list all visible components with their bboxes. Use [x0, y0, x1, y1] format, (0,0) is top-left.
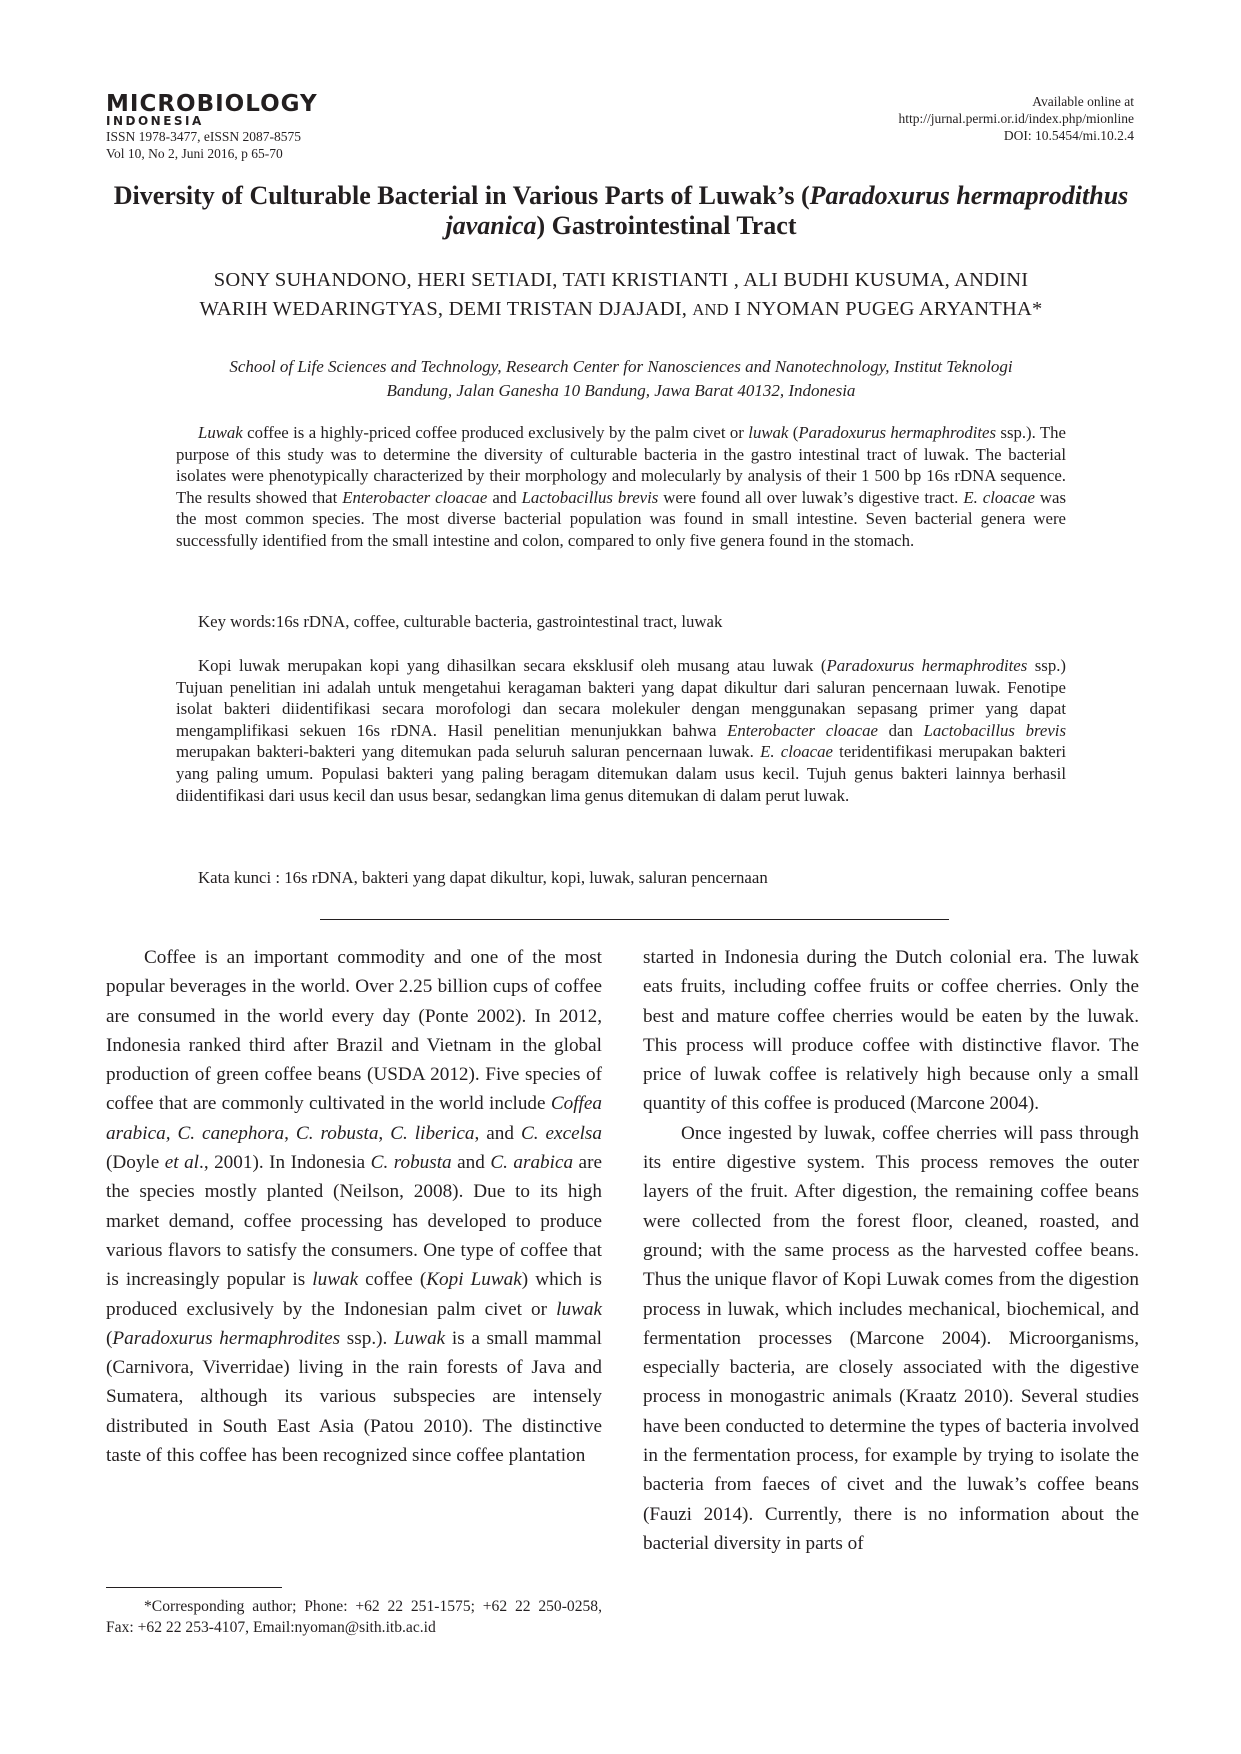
italic-run: C. robusta [370, 1152, 452, 1174]
text-run: ., 2001). In Indonesia [199, 1152, 371, 1174]
text-run: ) which is produced exclusively by the Indonesian palm civet or [106, 1269, 602, 1320]
online-info [899, 93, 1134, 144]
abstract-english [176, 422, 1066, 552]
available-online-label: Available online at [1032, 94, 1134, 109]
volume-info: Vol 10, No 2, Juni 2016, p 65-70 [106, 146, 283, 161]
title-part-2: ) Gastrointestinal Tract [536, 211, 797, 240]
abstract-indonesian-text [176, 655, 1066, 806]
text-run: ssp.). [340, 1327, 394, 1349]
text-run: were found all over luwak’s digestive tract. [658, 487, 964, 507]
body-column-left [106, 943, 602, 1470]
text-run: , [284, 1122, 296, 1144]
text-run: ssp.) Tujuan penelitian ini adalah untuk mengetahui keragaman bakteri yang dapat dikultur dari saluran pencernaan luwak. Fenotipe isolat bakteri diidentifikasi secara morofologi dan secara molekuler dengan menggunakan sepasang primer yang dapat mengamplifikasi sekuen 16s rDNA. Hasil penelitian menunjukkan bahwa [176, 656, 1066, 740]
text-run: , and [474, 1122, 521, 1144]
text-run: coffee is a highly-priced coffee produced exclusively by the palm civet or [242, 423, 749, 442]
text-run: merupakan bakteri-bakteri yang ditemukan pada seluruh saluran pencernaan luwak. [176, 742, 761, 762]
text-run: (Doyle [106, 1152, 165, 1174]
italic-run: Paradoxurus hermaphrodites [826, 656, 1028, 675]
italic-run: Enterobacter cloacae [342, 487, 488, 507]
affiliation-line-1: School of Life Sciences and Technology, Research Center for Nanosciences and Nanotechnology, Institut Teknologi [229, 357, 1013, 376]
footnote [106, 1597, 602, 1638]
section-divider [320, 919, 949, 920]
journal-url[interactable]: http://jurnal.permi.or.id/index.php/mionline [898, 111, 1134, 126]
author-list [106, 266, 1136, 324]
italic-run: Luwak [198, 423, 243, 442]
text-run: ssp.). The purpose of this study was to determine the diversity of culturable bacteria in the gastro intestinal tract of luwak. The bacterial isolates were phenotypically characterized by their morphology and molecularly by analysis of their 1 500 bp 16s rDNA sequence. The results showed that [176, 423, 1067, 507]
italic-run: C. arabica [490, 1152, 574, 1174]
text-run: and [487, 487, 522, 507]
italic-run: Coffea arabica, C. canephora [106, 1093, 602, 1144]
affiliation [106, 355, 1136, 403]
keywords: Key words:16s rDNA, coffee, culturable bacteria, gastrointestinal tract, luwak [198, 612, 723, 631]
text-run: Coffee is an important commodity and one of the most popular beverages in the world. Over 2.25 billion cups of coffee are consumed in the world every day (Ponte 2002). In 2012, Indonesia ranked third after Brazil and Vietnam in the global production of green coffee beans (USDA 2012). Five species of coffee that are commonly cultivated in the world include [106, 947, 602, 1115]
body-column-right [643, 943, 1139, 1558]
authors-line-2a: WARIH WEDARINGTYAS, DEMI TRISTAN DJAJADI, [199, 298, 693, 320]
body-paragraph-1 [106, 943, 602, 1470]
text-run: dan [877, 720, 924, 740]
italic-run: E. cloacae [963, 487, 1035, 507]
italic-run: C. robusta [295, 1122, 379, 1144]
text-run: Kopi luwak merupakan kopi yang dihasilkan secara eksklusif oleh musang atau luwak ( [198, 656, 827, 675]
italic-run: Luwak [394, 1327, 446, 1349]
italic-run: Paradoxurus hermaphrodites [112, 1327, 341, 1349]
title-species: Paradoxurus hermaprodithus javanica [445, 181, 1129, 240]
italic-run: C. excelsa [520, 1122, 602, 1144]
journal-logo [106, 93, 318, 127]
italic-run: luwak [312, 1269, 359, 1291]
authors-and: AND [692, 300, 729, 319]
journal-meta [106, 128, 301, 162]
authors-line-1: SONY SUHANDONO, HERI SETIADI, TATI KRISTIANTI , ALI BUDHI KUSUMA, ANDINI [213, 269, 1029, 291]
paper-title [106, 181, 1136, 241]
italic-run: Enterobacter cloacae [727, 720, 878, 740]
text-run: coffee ( [358, 1269, 427, 1291]
authors-line-2 [106, 295, 1136, 324]
abstract-english-text [176, 422, 1066, 552]
affiliation-line-2: Bandung, Jalan Ganesha 10 Bandung, Jawa Barat 40132, Indonesia [386, 381, 856, 400]
title-part-1: Diversity of Culturable Bacterial in Various Parts of Luwak’s ( [113, 181, 810, 210]
italic-run: et al [164, 1152, 200, 1174]
kata-kunci: Kata kunci : 16s rDNA, bakteri yang dapat dikultur, kopi, luwak, saluran pencernaan [198, 868, 768, 887]
doi[interactable]: DOI: 10.5454/mi.10.2.4 [1003, 128, 1134, 143]
journal-logo-subtitle: INDONESIA [106, 114, 204, 128]
abstract-indonesian [176, 655, 1066, 806]
journal-logo-name: MICROBIOLOGY [106, 91, 318, 117]
authors-line-2b: I NYOMAN PUGEG ARYANTHA* [728, 298, 1043, 320]
italic-run: C. liberica [390, 1122, 475, 1144]
text-run: , [378, 1122, 391, 1144]
text-run: teridentifikasi merupakan bakteri yang paling umum. Populasi bakteri yang paling beragam ditemukan dalam usus kecil. Tujuh genus bakteri lainnya berhasil diidentifikasi dari usus kecil dan usus besar, sedangkan lima genus ditemukan di dalam perut luwak. [176, 742, 1066, 805]
text-run: ( [788, 423, 799, 442]
italic-run: E. cloacae [760, 742, 833, 762]
italic-run: Kopi Luwak [426, 1269, 522, 1291]
text-run: are the species mostly planted (Neilson, 2008). Due to its high market demand, coffee processing has developed to produce various flavors to satisfy the consumers. One type of coffee that is increasingly popular is [106, 1152, 602, 1291]
text-run: and [451, 1152, 491, 1174]
italic-run: luwak [748, 423, 789, 442]
italic-run: luwak [556, 1298, 602, 1320]
text-run: was the most common species. The most diverse bacterial population was found in small intestine. Seven bacterial genera were successfully identified from the small intestine and colon, compared to only five genera found in the stomach. [176, 487, 1067, 550]
text-run: ( [106, 1327, 113, 1349]
italic-run: Lactobacillus brevis [521, 487, 659, 507]
footnote-divider [106, 1587, 282, 1588]
italic-run: Paradoxurus hermaphrodites [798, 423, 997, 442]
text-run: is a small mammal (Carnivora, Viverridae) living in the rain forests of Java and Sumatera, although its various subspecies are intensely distributed in South East Asia (Patou 2010). The distinctive taste of this coffee has been recognized since coffee plantation [106, 1327, 602, 1467]
body-paragraph-2: started in Indonesia during the Dutch colonial era. The luwak eats fruits, including coffee fruits or coffee cherries. Only the best and mature coffee cherries would be eaten by the luwak. This process will produce coffee with distinctive flavor. The price of luwak coffee is relatively high because only a small quantity of this coffee is produced (Marcone 2004). [643, 947, 1139, 1115]
corresponding-author-note: *Corresponding author; Phone: +62 22 251-1575; +62 22 250-0258, Fax: +62 22 253-4107, Email:nyoman@sith.itb.ac.id [106, 1598, 602, 1636]
body-paragraph-3: Once ingested by luwak, coffee cherries will pass through its entire digestive system. This process removes the outer layers of the fruit. After digestion, the remaining coffee beans were collected from the forest floor, cleaned, roasted, and ground; with the same process as the harvested coffee beans. Thus the unique flavor of Kopi Luwak comes from the digestion process in luwak, which includes mechanical, biochemical, and fermentation processes (Marcone 2004). Microorganisms, especially bacteria, are closely associated with the digestive process in monogastric animals (Kraatz 2010). Several studies have been conducted to determine the types of bacteria involved in the fermentation process, for example by trying to isolate the bacteria from faeces of civet and the luwak’s coffee beans (Fauzi 2014). Currently, there is no information about the bacterial diversity in parts of [643, 1122, 1139, 1554]
issn: ISSN 1978-3477, eISSN 2087-8575 [106, 129, 302, 144]
italic-run: Lactobacillus brevis [923, 720, 1066, 740]
